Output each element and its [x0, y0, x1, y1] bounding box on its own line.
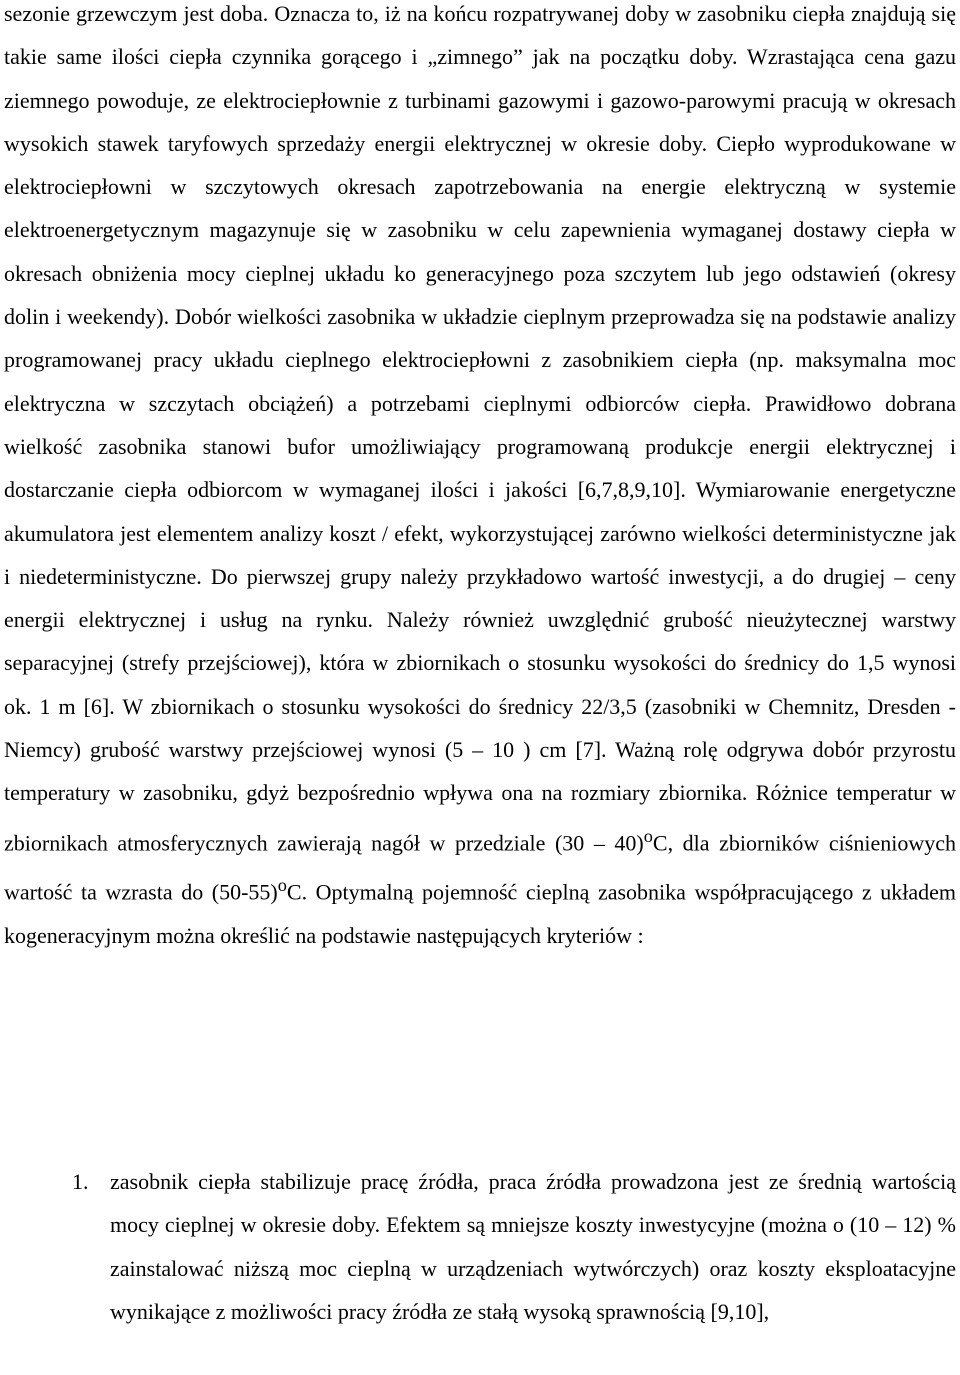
list-item-number: 1. — [72, 1169, 89, 1194]
degree-superscript-2: o — [277, 875, 287, 896]
paragraph-text-part-2: C, dla zbiorników ciśnieniowych wartość ta wzrasta do (50-55) — [4, 829, 956, 905]
paragraph-text-part-3: C. Optymalną pojemność cieplną zasobnika współpracującego z układem kogeneracyjnym można określić na podstawie następujących kryteriów : — [4, 879, 956, 948]
paragraph-text-part-1: sezonie grzewczym jest doba. Oznacza to, iż na końcu rozpatrywanej doby w zasobniku ciepła znajdują się takie same ilości ciepła czynnika gorącego i „zimnego” jak na początku doby. Wzrastająca cena gazu ziemnego powoduje, ze elektrociepłownie z turbinami gazowymi i gazowo-parowymi pracują w okresach wysokich stawek taryfowych sprzedaży energii elektrycznej w okresie doby. Ciepło wyprodukowane w elektrociepłowni w szczytowych okresach zapotrzebowania na energie elektryczną w systemie elektroenergetycznym magazynuje się w zasobniku w celu zapewnienia wymaganej dostawy ciepła w okresach obniżenia mocy cieplnej układu ko generacyjnego poza szczytem lub jego odstawień (okresy dolin i weekendy). Dobór wielkości zasobnika w układzie cieplnym przeprowadza się na podstawie analizy programowanej pracy układu cieplnego elektrociepłowni z zasobnikiem ciepła (np. maksymalna moc elektryczna w szczytach obciążeń) a potrzebami cieplnymi odbiorców ciepła. Prawidłowo dobrana wielkość zasobnika stanowi bufor umożliwiający programowaną produkcje energii elektrycznej i dostarczanie ciepła odbiorcom w wymaganej ilości i jakości [6,7,8,9,10]. Wymiarowanie energetyczne akumulatora jest elementem analizy koszt / efekt, wykorzystującej zarówno wielkości deterministyczne jak i niedeterministyczne. Do pierwszej grupy należy przykładowo wartość inwestycji, a do drugiej – ceny energii elektrycznej i usług na rynku. Należy również uwzględnić grubość nieużytecznej warstwy separacyjnej (strefy przejściowej), która w zbiornikach o stosunku wysokości do średnicy do 1,5 wynosi ok. 1 m [6]. W zbiornikach o stosunku wysokości do średnicy 22/3,5 (zasobniki w Chemnitz, Dresden - Niemcy) grubość warstwy przejściowej wynosi (5 – 10 ) cm [7]. Ważną rolę odgrywa dobór przyrostu temperatury w zasobniku, gdyż bezpośrednio wpływa ona na rozmiary zbiornika. Różnice temperatur w zbiornikach atmosferycznych zawierają nagół w przedziale (30 – 40) — [4, 1, 956, 855]
body-paragraph — [4, 0, 956, 957]
degree-superscript-1: o — [643, 825, 653, 846]
list-item — [0, 1160, 960, 1333]
criteria-list — [0, 1160, 960, 1333]
list-item-text: zasobnik ciepła stabilizuje pracę źródła, praca źródła prowadzona jest ze średnią wartością mocy cieplnej w okresie doby. Efektem są mniejsze koszty inwestycyjne (można o (10 – 12) % zainstalować niższą moc cieplną w urządzeniach wytwórczych) oraz koszty eksploatacyjne wynikające z możliwości pracy źródła ze stałą wysoką sprawnością [9,10], — [110, 1169, 956, 1324]
